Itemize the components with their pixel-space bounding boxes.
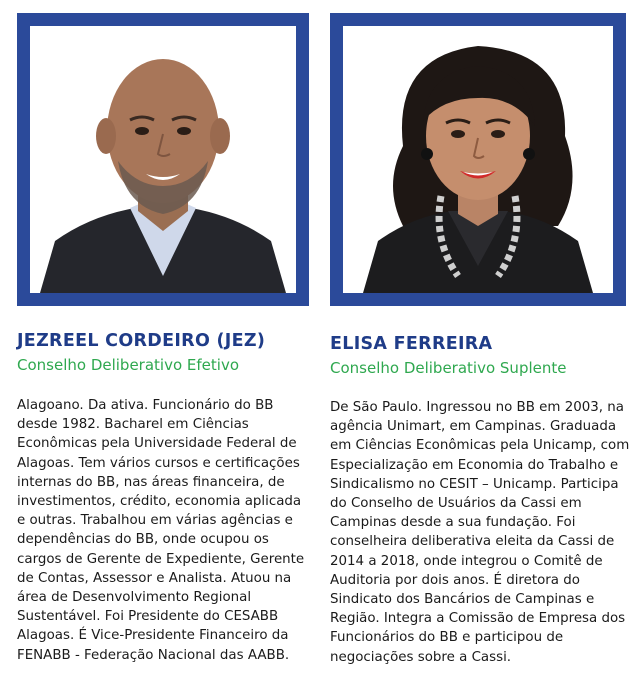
- portrait-photo-elisa: [343, 26, 613, 293]
- person-role: Conselho Deliberativo Efetivo: [17, 356, 240, 374]
- person-role: Conselho Deliberativo Suplente: [330, 359, 567, 377]
- person-name: JEZREEL CORDEIRO (JEZ): [17, 331, 266, 351]
- photo-frame: [17, 13, 309, 306]
- person-bio: Alagoano. Da ativa. Funcionário do BB desde 1982. Bacharel em Ciências Econômicas pela Universidade Federal de Alagoas. Tem vários cursos e certificações internas do BB, nas áreas financeira, de investimentos, crédito, economia aplicada e outras. Trabalhou em várias agências e dependências do BB, onde ocupou os cargos de Gerente de Expediente, Gerente de Contas, Assessor e Analista. Atuou na área de Desenvolvimento Regional Sustentável. Foi Presidente do CESABB Alagoas. É Vice-Presidente Financeiro da FENABB - Federação Nacional das AABB.: [17, 398, 305, 663]
- photo-frame: [330, 13, 626, 306]
- person-name: ELISA FERREIRA: [330, 334, 493, 354]
- portrait-photo-jezreel: [30, 26, 296, 293]
- person-bio: De São Paulo. Ingressou no BB em 2003, na agência Unimart, em Campinas. Graduada em Ciências Econômicas pela Unicamp, com Especialização em Economia do Trabalho e Sindicalismo no CESIT – Unicamp. Participa do Conselho de Usuários da Cassi em Campinas desde a sua fundação. Foi conselheira deliberativa eleita da Cassi de 2014 a 2018, onde integrou o Comitê de Auditoria por dois anos. É diretora do Sindicato dos Bancários de Campinas e Região. Integra a Comissão de Empresa dos Funcionários do BB e participou de negociações sobre a Cassi.: [330, 400, 630, 665]
